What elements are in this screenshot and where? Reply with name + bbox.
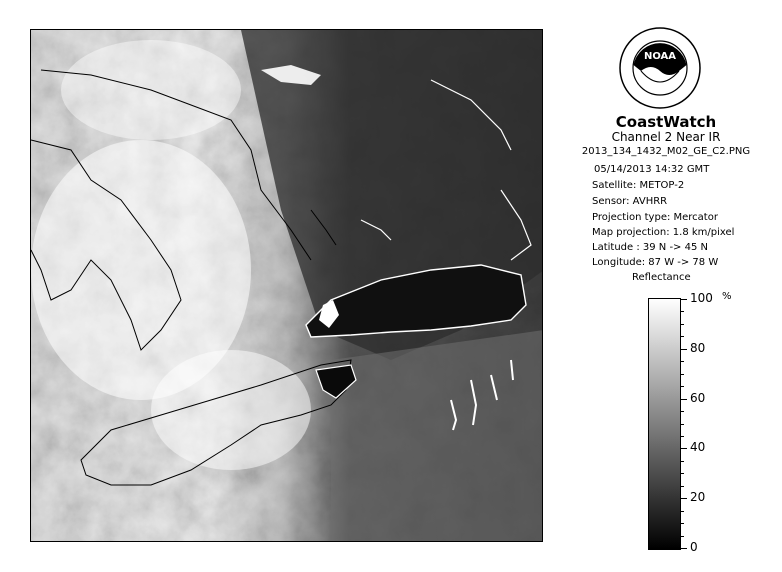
reflectance-colorbar	[648, 298, 681, 550]
colorbar-tick-mark	[681, 299, 687, 300]
colorbar-tick-mark	[681, 536, 684, 537]
colorbar-tick-mark	[681, 548, 687, 549]
longitude-label: Longitude: 87 W -> 78 W	[592, 257, 719, 268]
colorbar-tick-mark	[681, 473, 684, 474]
colorbar-tick-mark	[681, 486, 684, 487]
colorbar-tick-mark	[681, 386, 684, 387]
satellite-image	[30, 29, 543, 542]
colorbar-tick-mark	[681, 311, 684, 312]
noaa-logo	[619, 27, 701, 109]
colorbar-tick-mark	[681, 324, 684, 325]
colorbar-tick-mark	[681, 361, 684, 362]
colorbar-tick-mark	[681, 336, 684, 337]
svg-text:NOAA: NOAA	[643, 51, 677, 62]
brand-title: CoastWatch	[615, 113, 717, 131]
filename-label: 2013_134_1432_M02_GE_C2.PNG	[581, 146, 751, 157]
colorbar-tick-label: 40	[690, 440, 706, 455]
colorbar-tick-label: 100	[690, 291, 713, 305]
colorbar-tick-mark	[681, 399, 687, 400]
colorbar-tick-mark	[681, 461, 684, 462]
colorbar-tick-mark	[681, 424, 684, 425]
colorbar-tick-label: 20	[690, 490, 706, 505]
sensor-label: Sensor: AVHRR	[592, 196, 668, 207]
colorbar-tick-label: 80	[690, 340, 706, 355]
colorbar-tick-mark	[681, 349, 687, 350]
colorbar-tick-label: 0	[690, 540, 698, 554]
colorbar-title: Reflectance	[632, 272, 691, 283]
projection-type-label: Projection type: Mercator	[592, 212, 718, 223]
channel-label: Channel 2 Near IR	[611, 130, 721, 144]
colorbar-tick-mark	[681, 411, 684, 412]
latitude-label: Latitude : 39 N -> 45 N	[592, 242, 708, 253]
colorbar-tick-mark	[681, 523, 684, 524]
colorbar-tick-label: 60	[690, 390, 706, 405]
colorbar-tick-mark	[681, 448, 687, 449]
colorbar-unit: %	[722, 291, 732, 302]
date-time-label: 05/14/2013 14:32 GMT	[594, 164, 710, 175]
satellite-label: Satellite: METOP-2	[592, 180, 685, 191]
colorbar-tick-mark	[681, 436, 684, 437]
map-projection-label: Map projection: 1.8 km/pixel	[592, 227, 735, 238]
colorbar-tick-mark	[681, 511, 684, 512]
colorbar-tick-mark	[681, 498, 687, 499]
colorbar-tick-mark	[681, 374, 684, 375]
